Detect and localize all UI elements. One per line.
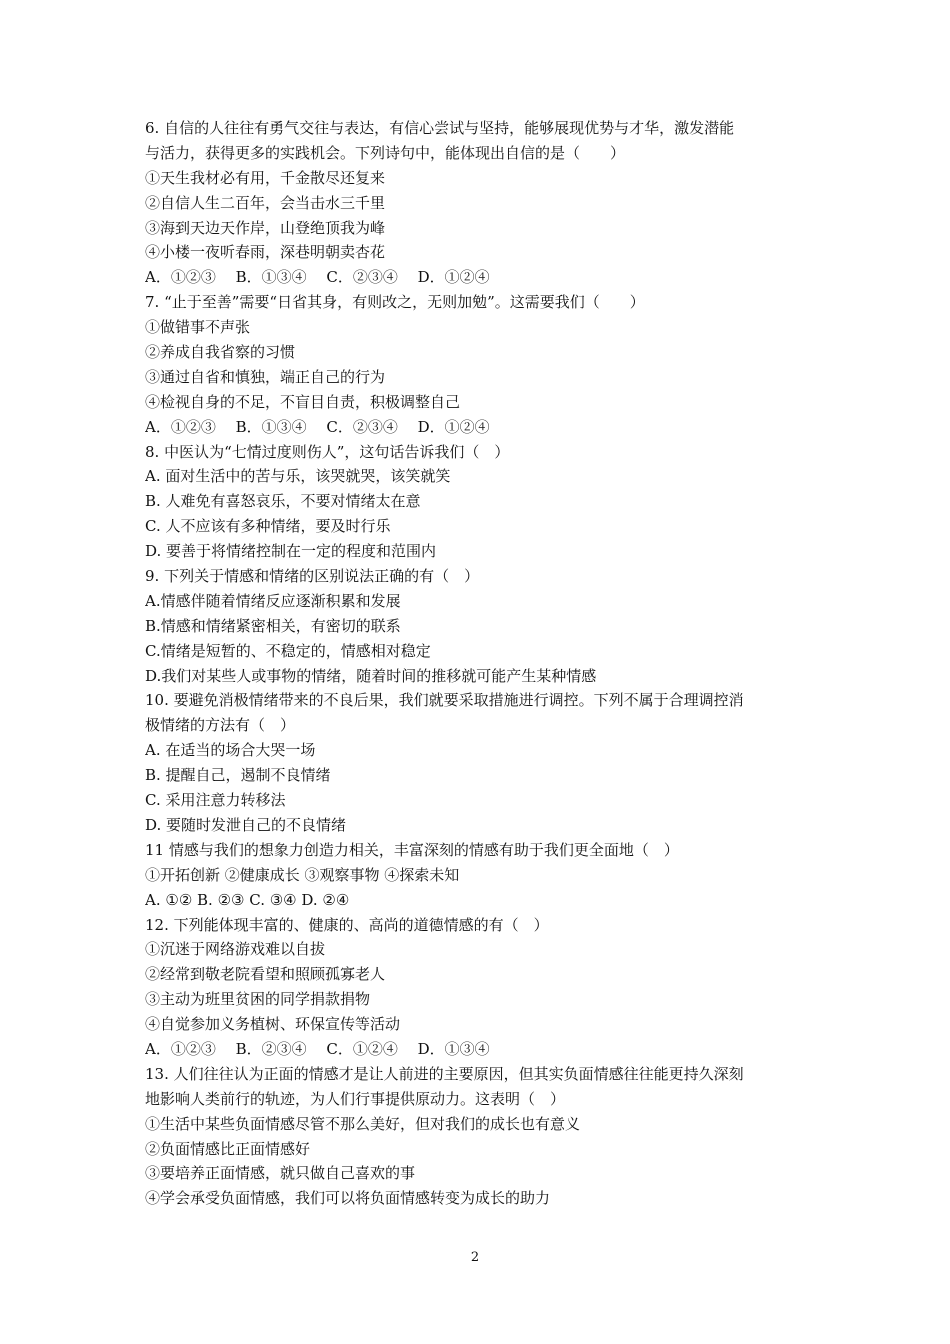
text-line: ③海到天边天作岸，山登绝顶我为峰 — [145, 218, 386, 237]
text-line: A．①②③ B．①③④ C．②③④ D．①②④ — [145, 268, 490, 287]
text-line: 10. 要避免消极情绪带来的不良后果，我们就要采取措施进行调控。下列不属于合理调控消 — [145, 691, 744, 710]
text-line: ②养成自我省察的习惯 — [145, 343, 296, 362]
text-line: 8. 中医认为“七情过度则伤人”，这句话告诉我们（ ） — [145, 442, 510, 461]
text-line: A．①②③ B．①③④ C．②③④ D．①②④ — [145, 417, 490, 436]
text-line: C.情绪是短暂的、不稳定的，情感相对稳定 — [145, 641, 431, 660]
document-body — [145, 116, 825, 1211]
text-line: ②负面情感比正面情感好 — [145, 1139, 311, 1158]
text-line: 极情绪的方法有（ ） — [145, 716, 296, 735]
text-line: A. 在适当的场合大哭一场 — [145, 741, 316, 760]
text-line: 地影响人类前行的轨迹，为人们行事提供原动力。这表明（ ） — [145, 1089, 566, 1108]
text-line: B. 人难免有喜怒哀乐，不要对情绪太在意 — [145, 492, 421, 511]
text-line: ③要培养正面情感，就只做自己喜欢的事 — [145, 1164, 416, 1183]
text-line: 7. “止于至善”需要“日省其身，有则改之，无则加勉”。这需要我们（ ） — [145, 293, 645, 312]
text-line: ①做错事不声张 — [145, 318, 251, 337]
page-number: 2 — [470, 1250, 480, 1265]
text-line: C. 人不应该有多种情绪，要及时行乐 — [145, 517, 391, 536]
text-line: ②自信人生二百年，会当击水三千里 — [145, 193, 386, 212]
text-line: D. 要善于将情绪控制在一定的程度和范围内 — [145, 542, 437, 561]
text-line: ④小楼一夜听春雨，深巷明朝卖杏花 — [145, 243, 386, 262]
text-line: 12. 下列能体现丰富的、健康的、高尚的道德情感的有（ ） — [145, 915, 549, 934]
text-line: D. 要随时发泄自己的不良情绪 — [145, 815, 347, 834]
text-line: ①沉迷于网络游戏难以自拔 — [145, 940, 326, 959]
text-line: 6. 自信的人往往有勇气交往与表达，有信心尝试与坚持，能够展现优势与才华，激发潜能 — [145, 119, 735, 137]
text-line: B. 提醒自己，遏制不良情绪 — [145, 766, 331, 785]
text-line: ④学会承受负面情感，我们可以将负面情感转变为成长的助力 — [145, 1189, 551, 1208]
text-line: ④检视自身的不足，不盲目自责，积极调整自己 — [145, 392, 461, 411]
text-line: ①天生我材必有用，千金散尽还复来 — [145, 168, 386, 187]
text-line: 11 情感与我们的想象力创造力相关，丰富深刻的情感有助于我们更全面地（ ） — [145, 840, 679, 859]
text-line: C. 采用注意力转移法 — [145, 791, 286, 810]
text-line: 与活力，获得更多的实践机会。下列诗句中，能体现出自信的是（ ） — [145, 143, 626, 162]
text-line: ①开拓创新 ②健康成长 ③观察事物 ④探索未知 — [145, 865, 460, 884]
text-line: ④自觉参加义务植树、环保宣传等活动 — [145, 1015, 401, 1034]
text-line: ②经常到敬老院看望和照顾孤寡老人 — [145, 965, 386, 984]
text-line: A. 面对生活中的苦与乐，该哭就哭，该笑就笑 — [145, 467, 451, 486]
text-line: ③主动为班里贫困的同学捐款捐物 — [145, 990, 371, 1009]
text-line: ③通过自省和慎独，端正自己的行为 — [145, 367, 386, 386]
text-line: B.情感和情绪紧密相关，有密切的联系 — [145, 616, 401, 635]
text-line: D.我们对某些人或事物的情绪，随着时间的推移就可能产生某种情感 — [145, 666, 597, 685]
text-line: A. ①② B. ②③ C. ③④ D. ②④ — [145, 890, 350, 909]
text-line: ①生活中某些负面情感尽管不那么美好，但对我们的成长也有意义 — [145, 1114, 581, 1133]
text-line: 13. 人们往往认为正面的情感才是让人前进的主要原因，但其实负面情感往往能更持久深刻 — [145, 1064, 744, 1083]
text-line: A．①②③ B．②③④ C．①②④ D．①③④ — [145, 1039, 490, 1058]
text-line: 9. 下列关于情感和情绪的区别说法正确的有（ ） — [145, 567, 480, 586]
text-line: A.情感伴随着情绪反应逐渐积累和发展 — [145, 591, 401, 610]
